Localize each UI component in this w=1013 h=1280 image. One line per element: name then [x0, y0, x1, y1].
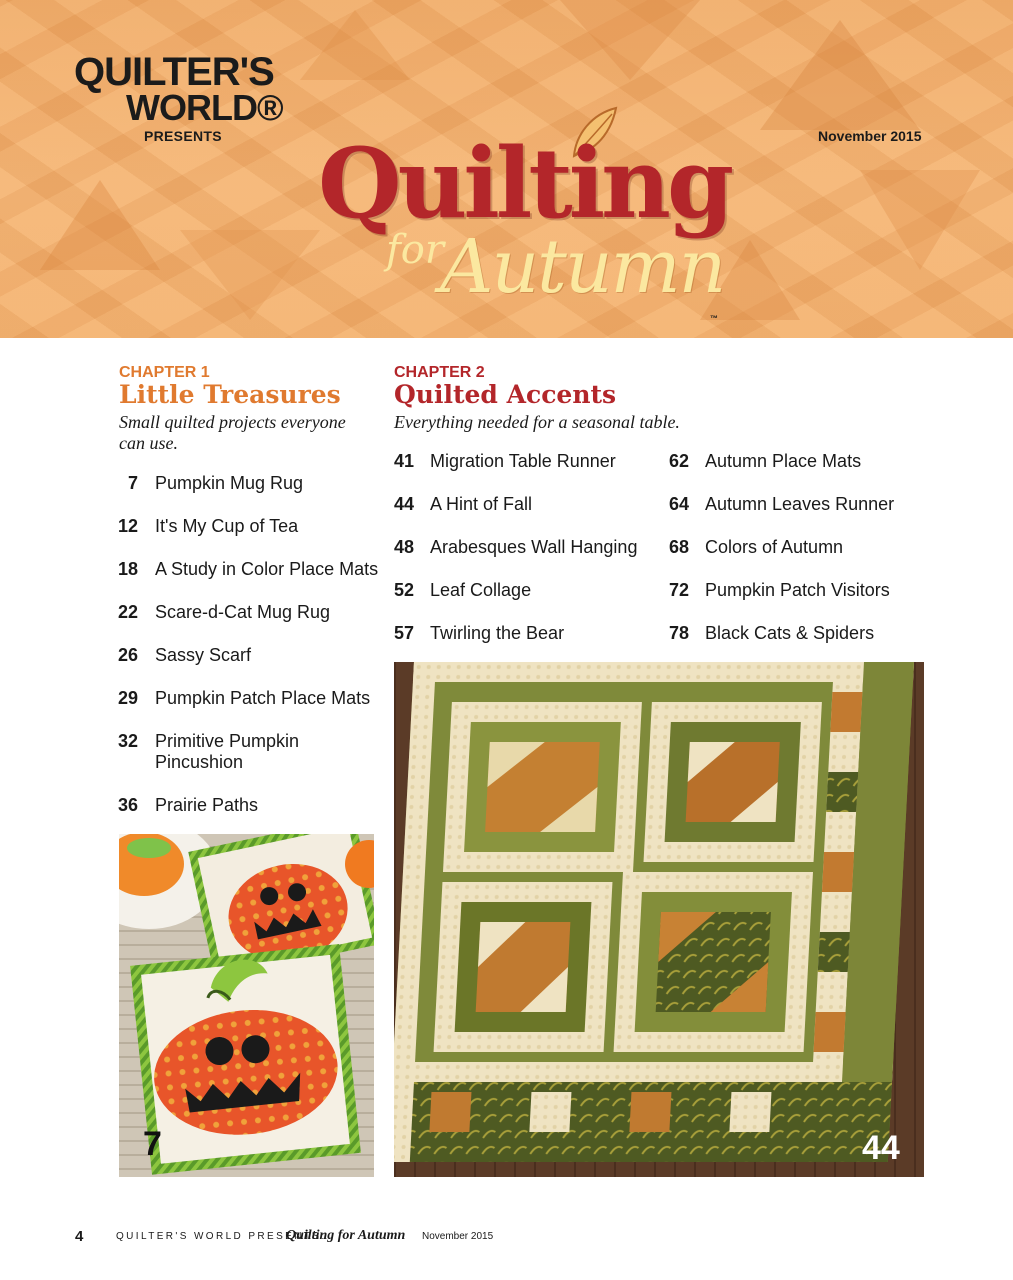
- toc-page-number: 36: [117, 795, 138, 815]
- toc-page-number: 29: [117, 688, 138, 708]
- toc-page-number: 32: [117, 731, 138, 751]
- title-season: Autumn: [440, 224, 725, 310]
- hint-of-fall-quilt-photo: [394, 662, 924, 1177]
- photo-page-number: 7: [143, 1125, 162, 1163]
- header-banner: [0, 0, 1013, 338]
- quilt-illustration: [394, 662, 924, 1177]
- decor-triangle: [560, 0, 700, 80]
- decor-triangle: [180, 230, 320, 320]
- toc-page-number: 7: [127, 473, 138, 493]
- toc-title: Pumpkin Patch Visitors: [705, 580, 890, 600]
- toc-page-number: 68: [669, 537, 690, 557]
- footer-page-number: 4: [75, 1228, 84, 1245]
- toc-title: A Study in Color Place Mats: [155, 559, 379, 579]
- issue-date: November 2015: [818, 128, 922, 144]
- chapter1-label: CHAPTER 1: [119, 364, 210, 381]
- toc-page-number: 48: [394, 537, 415, 557]
- toc-page-number: 12: [117, 516, 138, 536]
- toc-title: Sassy Scarf: [155, 645, 252, 665]
- toc-title: Migration Table Runner: [430, 451, 616, 471]
- chapter2-label: CHAPTER 2: [394, 364, 485, 381]
- toc-title: Prairie Paths: [155, 795, 259, 815]
- title-for: for: [386, 227, 445, 273]
- toc-page-number: 64: [669, 494, 690, 514]
- logo-line2: WORLD®: [126, 87, 283, 128]
- logo-line1: QUILTER'S: [74, 50, 274, 94]
- decor-triangle: [40, 180, 160, 270]
- toc-page-number: 22: [117, 602, 138, 622]
- chapter2-description: Everything needed for a seasonal table.: [394, 412, 680, 432]
- toc-title: It's My Cup of Tea: [155, 516, 299, 536]
- toc-title: Autumn Leaves Runner: [705, 494, 895, 514]
- toc-title: Pumpkin Patch Place Mats: [155, 688, 371, 708]
- toc-title: Black Cats & Spiders: [705, 623, 875, 643]
- toc-page-number: 26: [117, 645, 138, 665]
- decor-triangle: [300, 10, 410, 80]
- pumpkin-mug-rug-photo: [119, 834, 374, 1177]
- toc-page-number: 62: [669, 451, 690, 471]
- title-main: Quilting: [318, 127, 731, 240]
- toc-title: Autumn Place Mats: [705, 451, 862, 471]
- toc-page-number: 78: [669, 623, 690, 643]
- toc-title: Primitive Pumpkin: [155, 731, 300, 751]
- magazine-title: [318, 128, 738, 328]
- toc-page-number: 57: [394, 623, 415, 643]
- chapter2-title: Quilted Accents: [394, 380, 617, 409]
- photo-page-number: 44: [862, 1129, 900, 1167]
- toc-title-continued: Pincushion: [155, 752, 244, 772]
- publisher-logo: [74, 52, 284, 144]
- footer-publication: QUILTER'S WORLD PRESENTS:: [116, 1231, 327, 1242]
- chapter1-title: Little Treasures: [119, 380, 341, 409]
- toc-page-number: 52: [394, 580, 415, 600]
- logo-presents: PRESENTS: [144, 128, 222, 144]
- chapter1-description-line1: Small quilted projects everyone: [119, 412, 346, 432]
- footer-magazine-title: Quilting for Autumn: [286, 1228, 406, 1243]
- toc-title: Twirling the Bear: [430, 623, 565, 643]
- toc-page-number: 18: [117, 559, 138, 579]
- toc-page-number: 41: [394, 451, 415, 471]
- trademark-mark: ™: [710, 314, 718, 323]
- toc-page-number: 44: [394, 494, 415, 514]
- chapter1-description: [119, 412, 346, 454]
- toc-title: Pumpkin Mug Rug: [155, 473, 304, 493]
- decor-triangle: [860, 170, 980, 270]
- toc-page-number: 72: [669, 580, 690, 600]
- chapter1-description-line2: can use.: [119, 433, 178, 453]
- toc-title: Scare-d-Cat Mug Rug: [155, 602, 331, 622]
- toc-title: Arabesques Wall Hanging: [430, 537, 638, 557]
- toc-title: Colors of Autumn: [705, 537, 844, 557]
- decor-triangle: [760, 20, 920, 130]
- toc-title: A Hint of Fall: [430, 494, 533, 514]
- footer-date: November 2015: [422, 1231, 494, 1242]
- toc-title: Leaf Collage: [430, 580, 532, 600]
